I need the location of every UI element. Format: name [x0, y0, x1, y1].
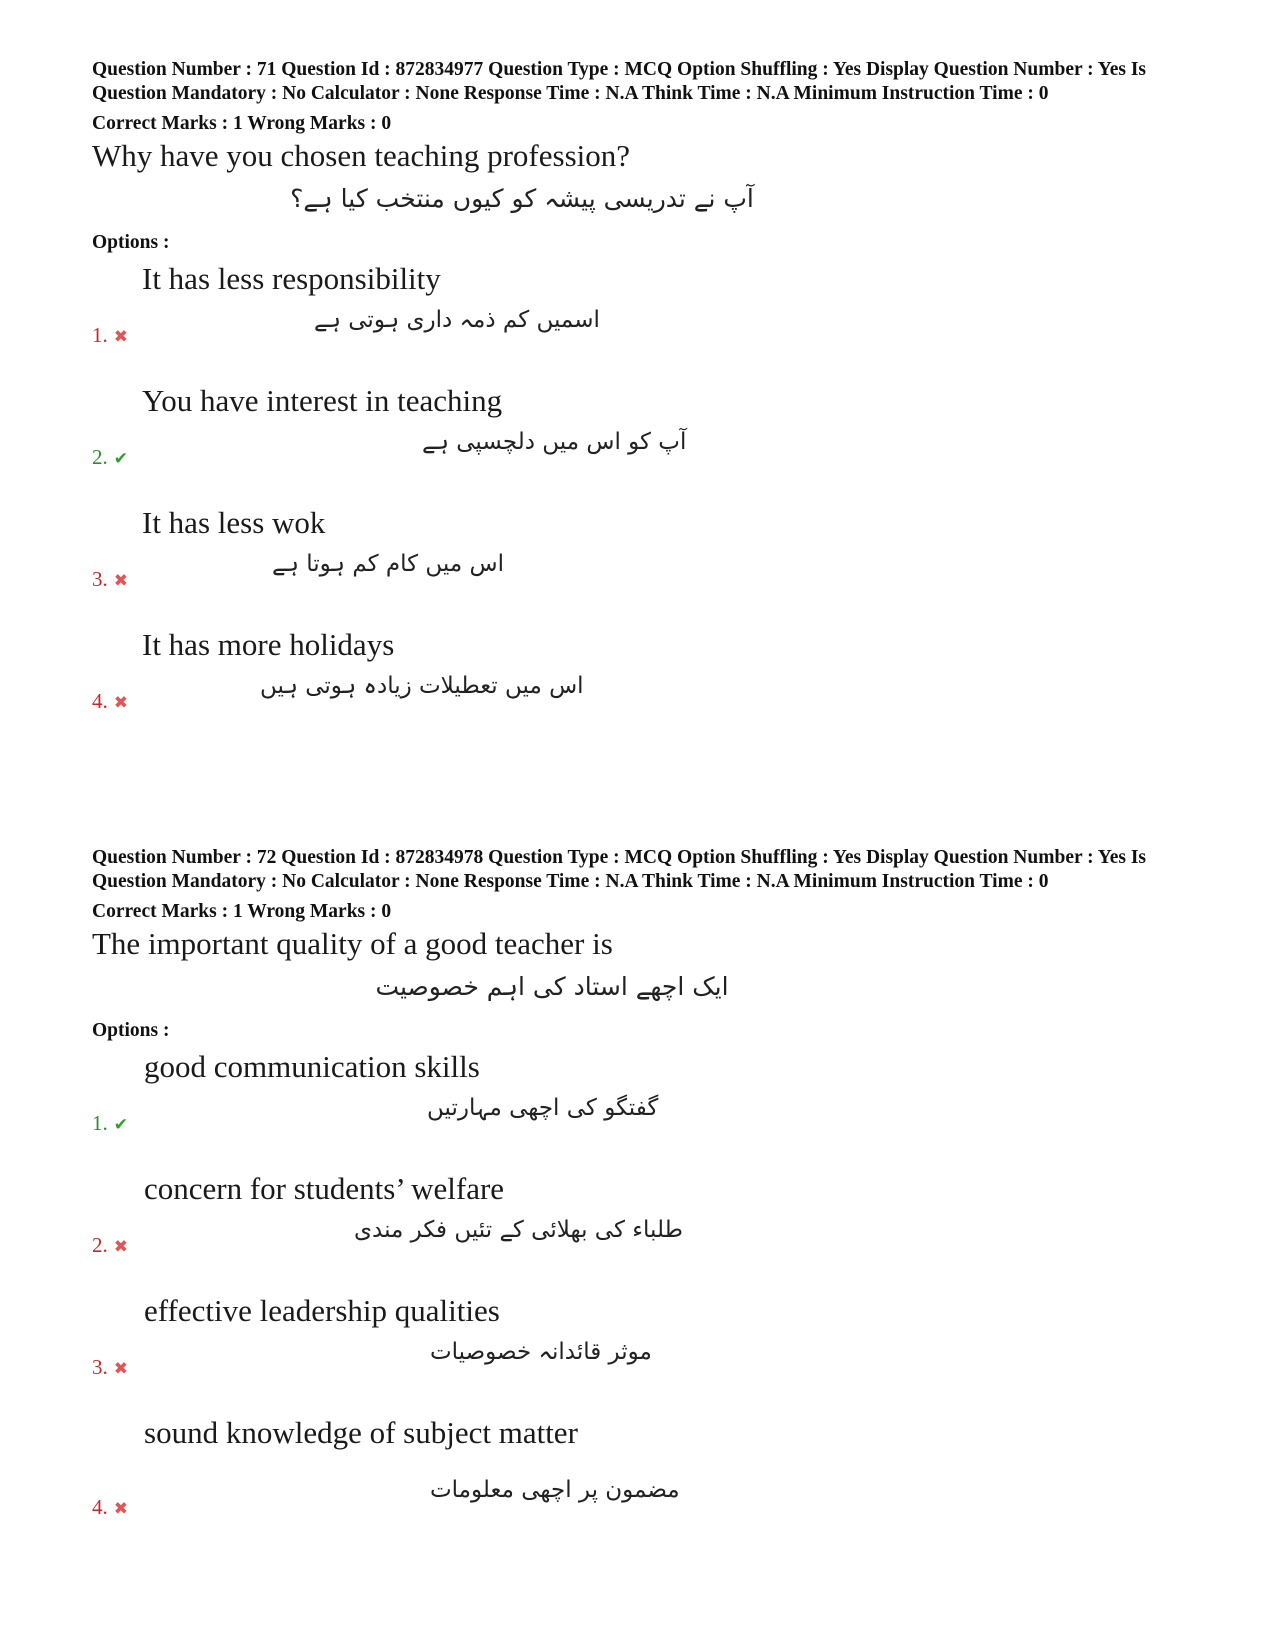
options-label: Options :: [92, 232, 170, 253]
cross-icon: ✖: [113, 571, 128, 591]
question-text: Why have you chosen teaching profession?: [92, 138, 631, 173]
option-text: It has less wok: [142, 505, 326, 540]
option-text-urdu: اسمیں کم ذمہ داری ہوتی ہے: [314, 307, 600, 333]
options-label: Options :: [92, 1020, 170, 1041]
option-number: 4. ✖: [92, 1495, 128, 1519]
option-text-urdu: موثر قائدانہ خصوصیات: [430, 1339, 652, 1365]
option-4: [92, 621, 1212, 743]
cross-icon: ✖: [113, 1359, 128, 1379]
option-text: It has less responsibility: [142, 261, 441, 296]
option-text: effective leadership qualities: [144, 1293, 500, 1328]
option-text: sound knowledge of subject matter: [144, 1415, 578, 1450]
question-72: [92, 846, 1212, 1549]
option-text-urdu: گفتگو کی اچھی مہارتیں: [427, 1095, 659, 1121]
cross-icon: ✖: [113, 327, 128, 347]
question-text: The important quality of a good teacher is: [92, 926, 613, 961]
option-2: [92, 1165, 1212, 1287]
question-marks: Correct Marks : 1 Wrong Marks : 0: [92, 901, 392, 922]
option-number: 1. ✖: [92, 323, 128, 347]
option-number: 3. ✖: [92, 567, 128, 591]
cross-icon: ✖: [113, 1499, 128, 1519]
question-71: [92, 58, 1212, 743]
check-icon: ✔: [113, 449, 128, 469]
option-number: 3. ✖: [92, 1355, 128, 1379]
question-text-urdu: آپ نے تدریسی پیشہ کو کیوں منتخب کیا ہے؟: [290, 184, 754, 213]
option-text: concern for students’ welfare: [144, 1171, 505, 1206]
question-marks: Correct Marks : 1 Wrong Marks : 0: [92, 113, 392, 134]
cross-icon: ✖: [113, 693, 128, 713]
question-text-urdu: ایک اچھے استاد کی اہم خصوصیت: [375, 972, 729, 1001]
cross-icon: ✖: [113, 1237, 128, 1257]
option-number: 4. ✖: [92, 689, 128, 713]
option-text-urdu: طلباء کی بھلائی کے تئیں فکر مندی: [354, 1217, 683, 1243]
option-text-urdu: اس میں کام کم ہوتا ہے: [272, 551, 504, 577]
question-meta: Question Number : 71 Question Id : 872834977 Question Type : MCQ Option Shuffling : Yes Display Question Number : Yes Is Question Mandatory : No Calculator : None Response Time : N.A Think Time : N.A Minimum Instruction Time : 0: [92, 59, 1147, 104]
option-number: 1. ✔: [92, 1111, 128, 1135]
option-text-urdu: مضمون پر اچھی معلومات: [430, 1477, 680, 1503]
option-3: [92, 1287, 1212, 1409]
option-1: [92, 1043, 1212, 1165]
option-3: [92, 499, 1212, 621]
option-text: You have interest in teaching: [142, 383, 503, 418]
option-2: [92, 377, 1212, 499]
option-4: [92, 1409, 1212, 1549]
option-number: 2. ✔: [92, 445, 128, 469]
question-meta: Question Number : 72 Question Id : 872834978 Question Type : MCQ Option Shuffling : Yes Display Question Number : Yes Is Question Mandatory : No Calculator : None Response Time : N.A Think Time : N.A Minimum Instruction Time : 0: [92, 847, 1147, 892]
option-text-urdu: اس میں تعطیلات زیادہ ہوتی ہیں: [260, 673, 584, 699]
option-text: It has more holidays: [142, 627, 395, 662]
option-number: 2. ✖: [92, 1233, 128, 1257]
option-text: good communication skills: [144, 1049, 480, 1084]
option-text-urdu: آپ کو اس میں دلچسپی ہے: [422, 429, 687, 455]
option-1: [92, 255, 1212, 377]
check-icon: ✔: [113, 1115, 128, 1135]
